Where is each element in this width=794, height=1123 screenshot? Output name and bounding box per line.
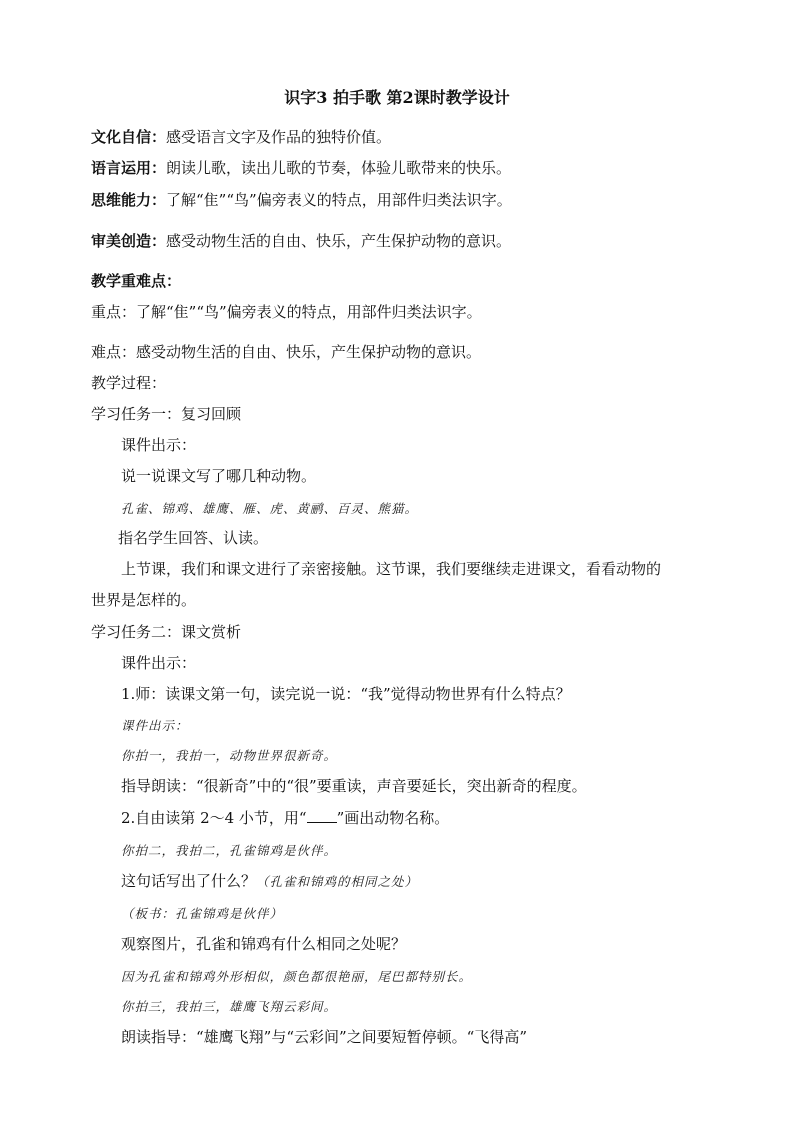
page-title: 识字3 拍手歌 第2课时教学设计 [284, 88, 510, 107]
answer-4: 因为孔雀和锦鸡外形相似，颜色都很艳丽，尾巴都特别长。 [121, 969, 473, 984]
board-note: （板书：孔雀锦鸡是伙伴） [121, 906, 284, 921]
task2-question4: 观察图片，孔雀和锦鸡有什么相同之处呢？ [121, 935, 407, 953]
task2-question3 [121, 871, 418, 892]
task2-courseware-label-2: 课件出示： [121, 718, 189, 733]
goal-label: 语言运用： [91, 159, 167, 177]
question2-text-end: ”画出动物名称。 [336, 809, 450, 827]
task2-courseware-label: 课件出示： [121, 654, 197, 672]
goal-text: 了解“隹”“鸟”偏旁表义的特点，用部件归类法识字。 [166, 191, 512, 209]
goal-culture [91, 127, 391, 147]
task1-answer: 指名学生回答、认读。 [118, 529, 269, 547]
task2-question1: 1.师：读课文第一句，读完说一说：“我”觉得动物世界有什么特点？ [121, 685, 571, 703]
question3-text: 这句话写出了什么？ [121, 872, 257, 890]
verse-3: 你拍三，我拍三，雄鹰飞翔云彩间。 [121, 999, 338, 1014]
goal-label: 审美创造： [91, 232, 167, 250]
question3-note: （孔雀和锦鸡的相同之处） [256, 874, 419, 889]
task1-intro-line1: 上节课，我们和课文进行了亲密接触。这节课，我们要继续走进课文，看看动物的 [121, 560, 662, 578]
verse-2: 你拍二，我拍二，孔雀锦鸡是伙伴。 [121, 843, 338, 858]
goal-aesthetic [91, 231, 511, 251]
goal-label: 文化自信： [91, 128, 167, 146]
task1-animals-list: 孔雀、锦鸡、雄鹰、雁、虎、黄鹂、百灵、熊猫。 [121, 501, 419, 516]
reading-guide-3: 朗读指导：“雄鹰飞翔”与“云彩间”之间要短暂停顿。“飞得高” [121, 1028, 528, 1046]
reading-guide-1: 指导朗读：“很新奇”中的“很”要重读，声音要延长，突出新奇的程度。 [121, 777, 587, 795]
verse-1: 你拍一，我拍一，动物世界很新奇。 [121, 748, 338, 763]
goal-language [91, 158, 511, 178]
task2-question2 [121, 808, 449, 828]
key-point: 重点：了解“隹”“鸟”偏旁表义的特点，用部件归类法识字。 [91, 303, 482, 321]
goal-text: 朗读儿歌，读出儿歌的节奏，体验儿歌带来的快乐。 [166, 159, 512, 177]
difficulty-point: 难点：感受动物生活的自由、快乐，产生保护动物的意识。 [91, 343, 482, 361]
goal-text: 感受动物生活的自由、快乐，产生保护动物的意识。 [166, 232, 512, 250]
task1-intro-line2: 世界是怎样的。 [91, 591, 197, 609]
question2-text-start: 2.自由读第 2～4 小节，用“ [121, 809, 307, 827]
process-heading: 教学过程： [91, 374, 167, 392]
task2-heading: 学习任务二：课文赏析 [91, 623, 242, 641]
underline-blank [307, 810, 337, 823]
key-points-heading: 教学重难点： [91, 272, 182, 290]
task1-courseware-label: 课件出示： [121, 436, 197, 454]
goal-text: 感受语言文字及作品的独特价值。 [166, 128, 392, 146]
task1-heading: 学习任务一：复习回顾 [91, 405, 242, 423]
goal-label: 思维能力： [91, 191, 167, 209]
task1-prompt: 说一说课文写了哪几种动物。 [121, 467, 317, 485]
goal-thinking [91, 190, 512, 210]
